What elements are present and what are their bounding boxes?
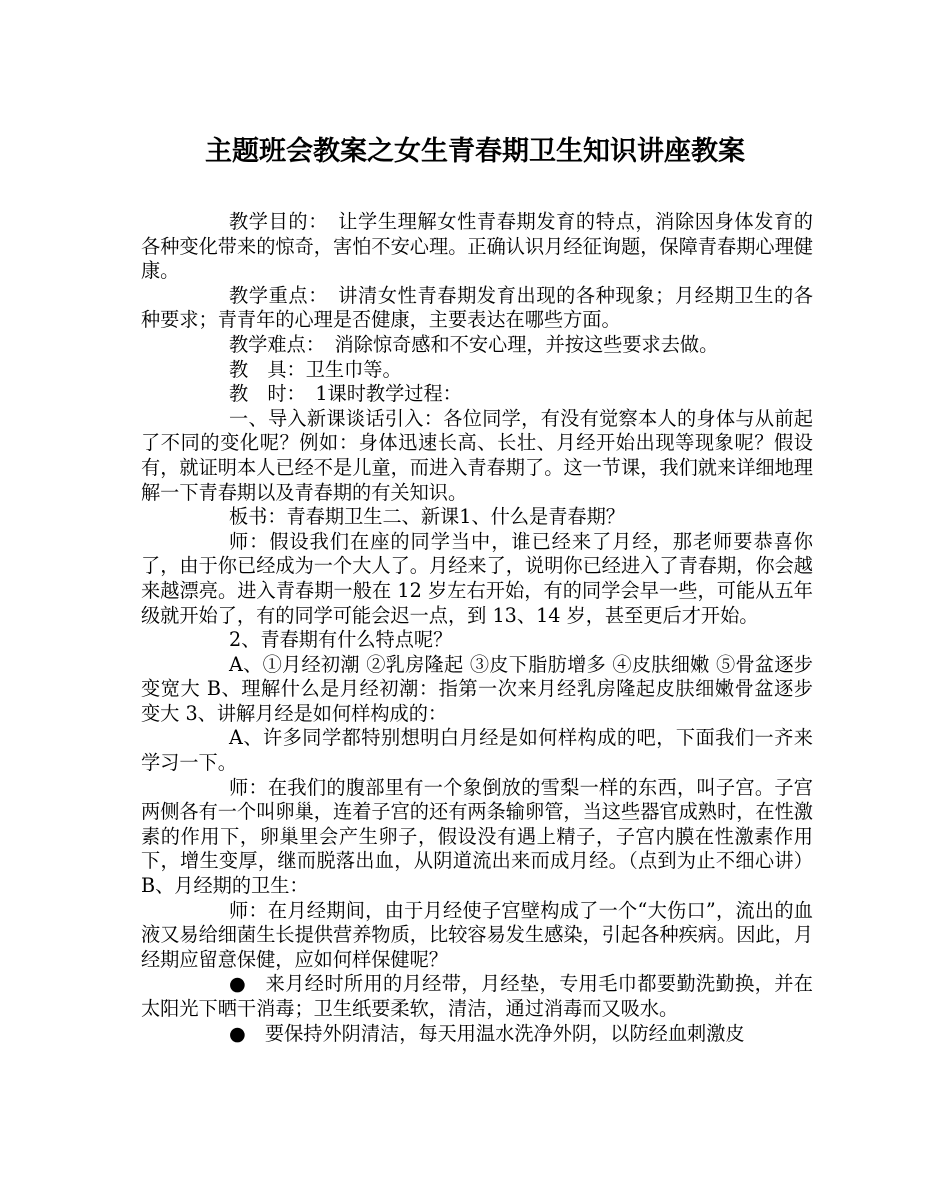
paragraph-teacher-puberty: 师：假设我们在座的同学当中，谁已经来了月经，那老师要恭喜你了，由于你已经成为一个大人了。月经来了，说明你已经进入了青春期，你会越来越漂亮。进入青春期一般在 12 岁左右开始，有的同学会早一些，可能从五年级就开始了，有的同学可能会迟一点，到 13、14 岁，甚至更后才开始。 [141,529,813,627]
paragraph-teacher-uterus: 师：在我们的腹部里有一个象倒放的雪梨一样的东西，叫子宫。子宫两侧各有一个叫卵巢，连着子宫的还有两条输卵管，当这些器官成熟时，在性激素的作用下，卵巢里会产生卵子，假设没有遇上精子，子宫内膜在性激素作用下，增生变厚，继而脱落出血，从阴道流出来而成月经。（点到为止不细心讲）B、月经期的卫生： [141,775,813,898]
bullet-item-hygiene-products: ● 来月经时所用的月经带，月经垫，专用毛巾都要勤洗勤换，并在太阳光下晒干消毒；卫生纸要柔软，清洁，通过消毒而又吸水。 [141,972,813,1020]
paragraph-teaching-purpose: 教学目的： 让学生理解女性青春期发育的特点，消除因身体发育的各种变化带来的惊奇，害怕不安心理。正确认识月经征询题，保障青春期心理健康。 [141,210,813,283]
paragraph-menstruation-intro: A、许多同学都特别想明白月经是如何样构成的吧，下面我们一齐来学习一下。 [141,726,813,775]
paragraph-teacher-hygiene: 师：在月经期间，由于月经使子宫壁构成了一个“大伤口”，流出的血液又易给细菌生长提供营养物质，比较容易发生感染，引起各种疾病。因此，月经期应留意保健，应如何样保健呢？ [141,898,813,971]
paragraph-puberty-features: A、①月经初潮 ②乳房隆起 ③皮下脂肪增多 ④皮肤细嫩 ⑤骨盆逐步变宽大 B、理解什么是月经初潮：指第一次来月经乳房隆起皮肤细嫩骨盆逐步变大 3、讲解月经是如何样构成的： [141,652,813,725]
paragraph-teaching-tools: 教 具：卫生巾等。 [229,357,402,381]
bullet-item-cleanliness: ● 要保持外阴清洁，每天用温水洗净外阴，以防经血刺激皮 [229,1021,745,1045]
paragraph-teaching-difficulty: 教学难点： 消除惊奇感和不安心理，并按这些要求去做。 [229,332,719,356]
document-body [141,210,813,1046]
paragraph-blackboard: 板书：青春期卫生二、新课1、什么是青春期？ [229,505,625,529]
paragraph-teaching-focus: 教学重点： 讲清女性青春期发育出现的各种现象；月经期卫生的各种要求；青青年的心理是否健康，主要表达在哪些方面。 [141,283,813,332]
document-title: 主题班会教案之女生青春期卫生知识讲座教案 [205,136,745,167]
paragraph-introduction: 一、导入新课谈话引入：各位同学，有没有觉察本人的身体与从前起了不同的变化呢？例如：身体迅速长高、长壮、月经开始出现等现象呢？假设有，就证明本人已经不是儿童，而进入青春期了。这一节课，我们就来详细地理解一下青春期以及青春期的有关知识。 [141,406,813,504]
paragraph-puberty-features-question: 2、青春期有什么特点呢？ [229,628,453,652]
paragraph-teaching-time: 教 时： 1课时教学过程： [229,382,462,406]
